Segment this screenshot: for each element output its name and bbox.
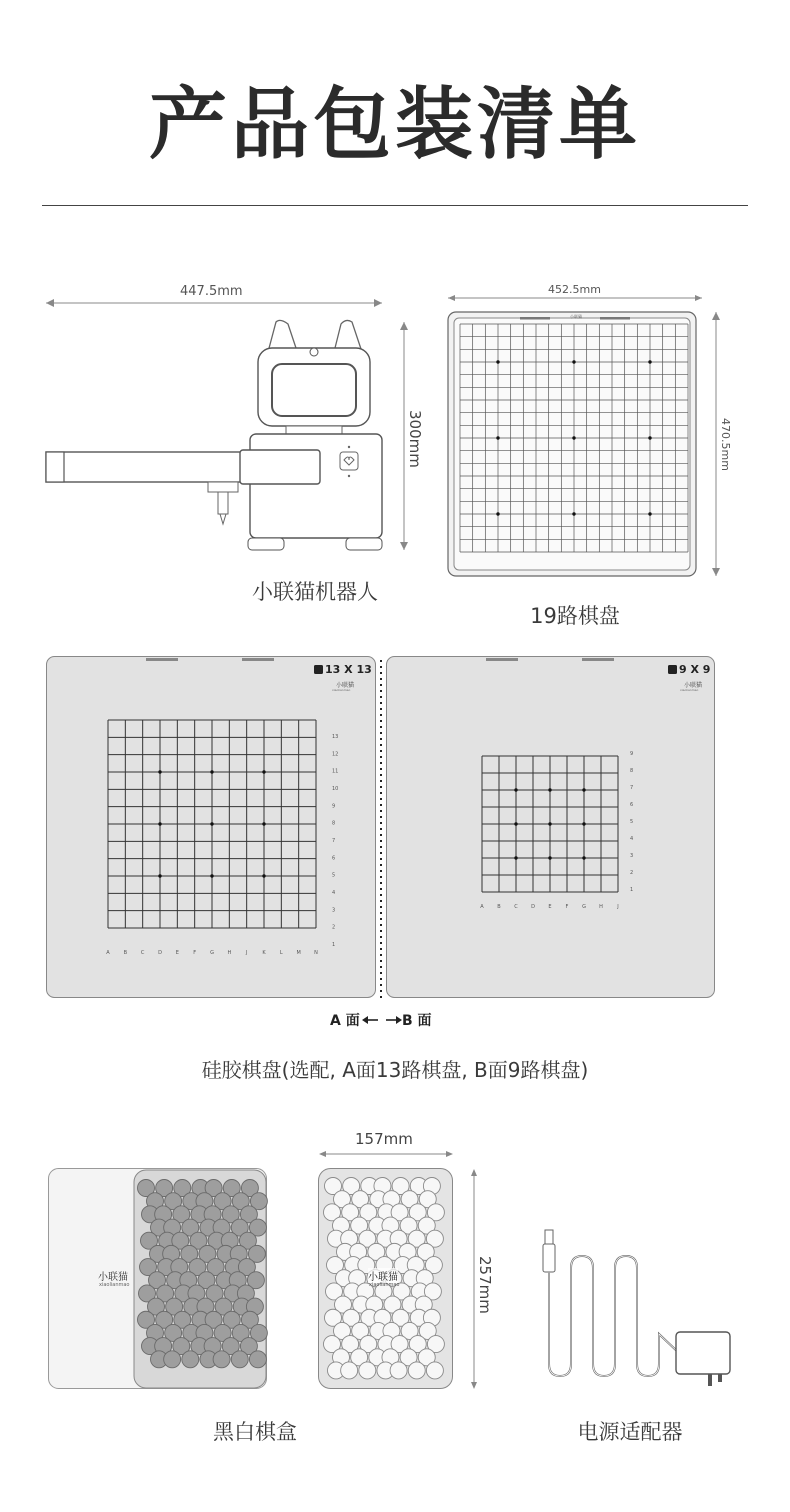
black-stone [164, 1351, 181, 1368]
board19-height-label: 470.5mm [719, 418, 732, 471]
side-a-row-label: 13 [332, 734, 339, 740]
black-stone [249, 1351, 266, 1368]
side-a-col-label: B [123, 950, 128, 956]
side-b-row-label: 6 [630, 802, 634, 808]
stone-box-caption: 黑白棋盒 [213, 1420, 297, 1444]
side-arrows [360, 1012, 404, 1028]
side-b-brand: 小联猫 [684, 682, 703, 689]
black-box-brand: 小联猫 [98, 1272, 128, 1283]
side-a-row-label: 2 [332, 924, 336, 931]
side-b-star-point [582, 822, 585, 825]
side-a-col-label: H [227, 950, 232, 956]
box-width-arrow [318, 1150, 454, 1160]
power-adapter-drawing [540, 1228, 740, 1398]
side-a-star-point [262, 874, 265, 877]
side-a-label: A 面 [330, 1013, 360, 1029]
white-stone-box [318, 1168, 454, 1390]
side-b-row-label: 2 [630, 870, 634, 876]
robot-caption: 小联猫机器人 [252, 580, 378, 604]
side-b-star-point [514, 856, 517, 859]
adapter-caption: 电源适配器 [577, 1420, 683, 1444]
side-a-col-label: J [245, 950, 248, 956]
side-a-row-label: 3 [332, 907, 336, 914]
side-a-col-label: N [314, 950, 318, 956]
white-stone [390, 1362, 407, 1379]
white-stone [359, 1362, 376, 1379]
side-a-row-label: 8 [332, 820, 336, 827]
side-a-star-point [210, 770, 213, 773]
side-a-row-label: 9 [332, 803, 336, 810]
side-a-col-label: M [296, 950, 301, 956]
side-a-star-point [210, 822, 213, 825]
side-b-row-label: 4 [630, 836, 634, 842]
side-a-row-label: 6 [332, 855, 336, 862]
side-b-col-label: H [599, 904, 603, 910]
black-box-brand-sub: xiaolianmao [99, 1282, 130, 1288]
black-stone [182, 1351, 199, 1368]
white-stone [408, 1362, 425, 1379]
side-b-row-label: 1 [630, 887, 634, 893]
black-stone-box [48, 1168, 268, 1390]
box-width-label: 157mm [355, 1130, 413, 1148]
robot-section [0, 260, 424, 620]
side-b-label: B 面 [402, 1013, 432, 1029]
robot-height-arrow [0, 260, 420, 580]
silicone-side-b [386, 656, 716, 998]
side-a-brand-sub: xiaolianmao [332, 688, 351, 692]
side-b-star-point [514, 822, 517, 825]
side-a-col-label: G [210, 950, 214, 956]
side-a-star-point [158, 770, 161, 773]
board19-height-arrow [430, 280, 790, 580]
side-a-row-label: 1 [332, 942, 336, 948]
board19-caption: 19路棋盘 [530, 604, 620, 628]
robot-width-label: 447.5mm [180, 284, 243, 299]
side-a-col-label: C [140, 950, 145, 956]
white-stone [341, 1362, 358, 1379]
side-a-col-label: K [262, 950, 266, 956]
side-b-star-point [548, 788, 551, 791]
board19-brand: 小联猫 [570, 314, 582, 319]
side-b-star-point [582, 788, 585, 791]
side-b-star-point [514, 788, 517, 791]
side-a-row-label: 10 [332, 786, 339, 792]
black-stone [231, 1351, 248, 1368]
silicone-divider [377, 660, 385, 1000]
side-a-row-label: 7 [332, 838, 336, 844]
black-stone [213, 1351, 230, 1368]
side-b-brand-sub: xiaolianmao [680, 688, 699, 692]
side-b-row-label: 9 [630, 751, 634, 757]
white-stone [426, 1362, 443, 1379]
title-divider [42, 205, 748, 206]
side-a-star-point [262, 822, 265, 825]
side-b-col-label: D [531, 904, 535, 910]
side-b-col-label: J [617, 904, 619, 910]
side-a-row-label: 12 [332, 751, 339, 758]
side-a-col-label: D [158, 950, 162, 956]
side-a-brand: 小联猫 [336, 682, 355, 689]
side-b-star-point [548, 822, 551, 825]
side-b-row-label: 8 [630, 768, 634, 774]
side-a-star-point [158, 874, 161, 877]
side-a-star-point [262, 770, 265, 773]
side-b-col-label: C [514, 904, 518, 910]
white-box-brand: 小联猫 [368, 1268, 398, 1283]
side-b-col-label: F [565, 904, 569, 910]
silicone-caption: 硅胶棋盘(选配, A面13路棋盘, B面9路棋盘) [201, 1058, 589, 1082]
side-b-col-label: B [497, 904, 501, 910]
side-a-star-point [210, 874, 213, 877]
silicone-side-a [46, 656, 376, 998]
board19-width-label: 452.5mm [548, 283, 601, 296]
side-a-col-label: F [193, 950, 197, 956]
side-b-row-label: 7 [630, 785, 634, 791]
robot-height-label: 300mm [406, 410, 424, 468]
side-a-row-label: 5 [332, 872, 336, 879]
side-b-col-label: G [582, 904, 586, 910]
side-b-star-point [582, 856, 585, 859]
side-b-row-label: 5 [630, 819, 634, 825]
side-a-row-label: 4 [332, 890, 336, 896]
white-box-brand-sub: xiaolianmao [369, 1282, 400, 1288]
side-b-star-point [548, 856, 551, 859]
side-a-col-label: A [106, 950, 110, 956]
side-a-col-label: E [175, 950, 179, 956]
box-height-label: 257mm [476, 1256, 494, 1314]
side-a-col-label: L [279, 950, 283, 956]
side-a-row-label: 11 [332, 768, 339, 775]
page-title: 产品包装清单 [148, 80, 641, 170]
side-b-col-label: E [548, 904, 552, 910]
side-a-badge: 13 X 13 [325, 663, 372, 676]
board19-section [430, 280, 790, 630]
side-a-star-point [158, 822, 161, 825]
side-b-badge: 9 X 9 [679, 663, 711, 676]
side-b-row-label: 3 [630, 853, 634, 859]
side-b-col-label: A [480, 904, 484, 910]
